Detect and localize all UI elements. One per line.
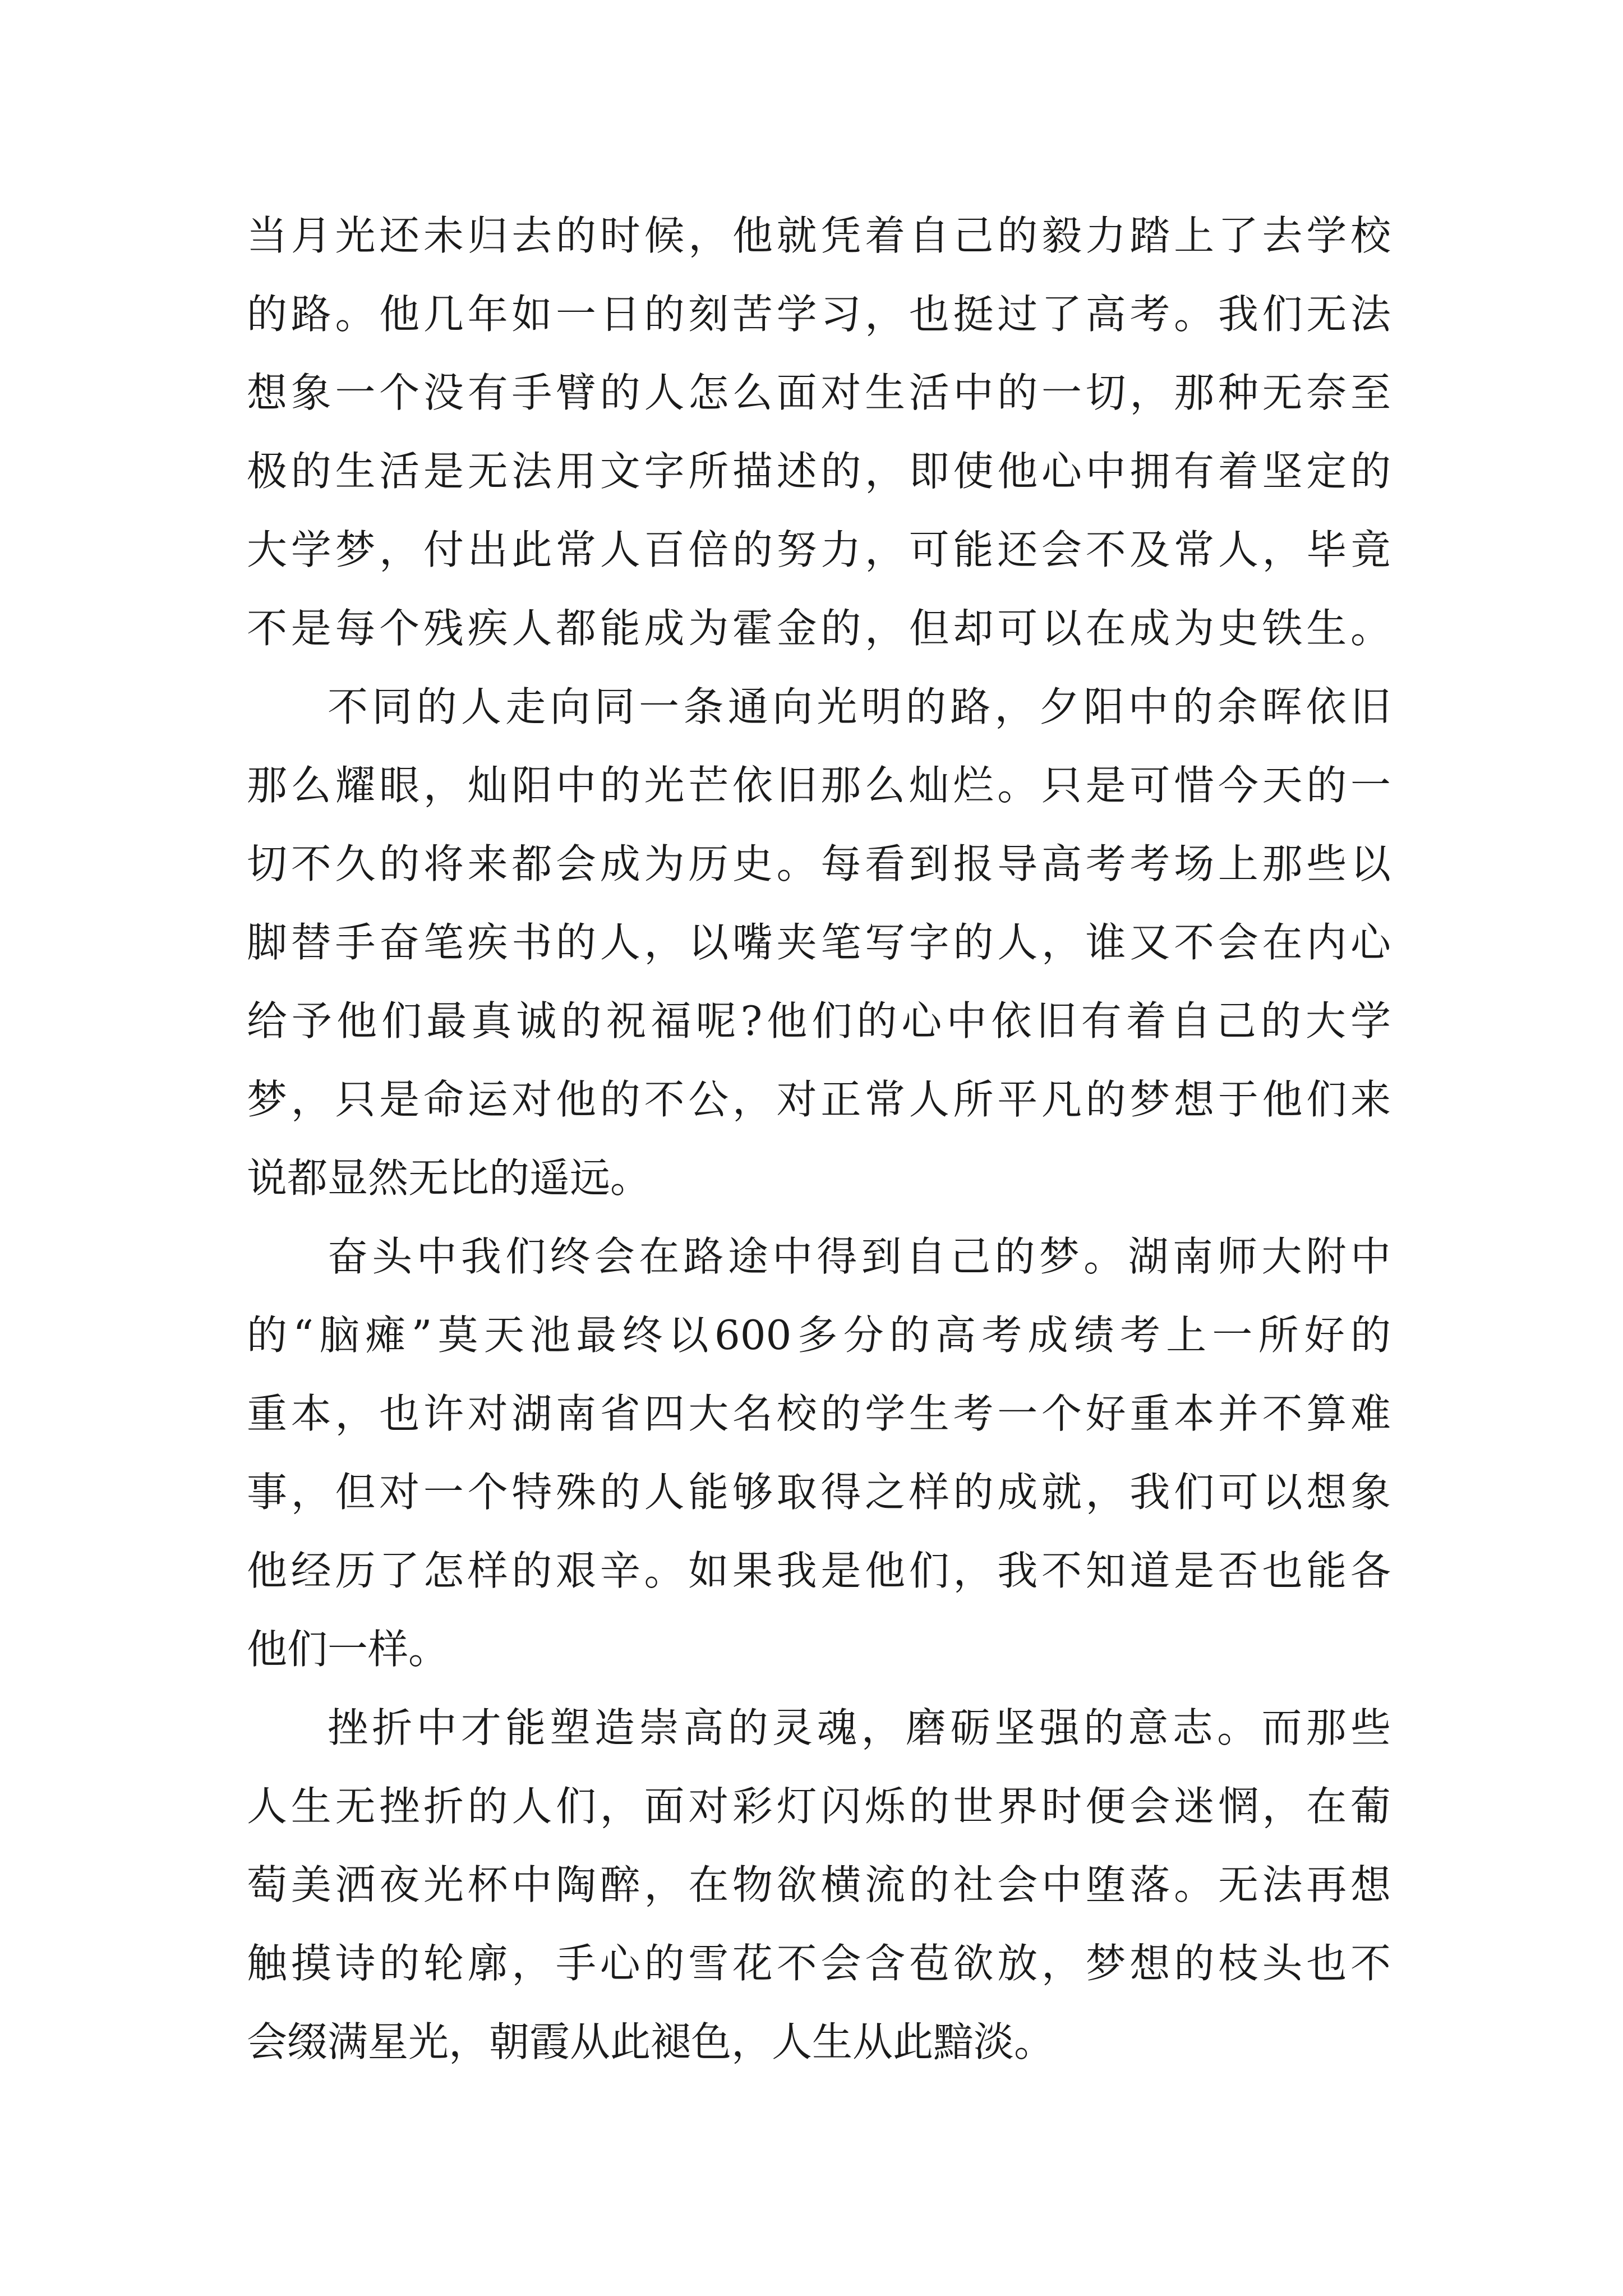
paragraph-last-line: 会缀满星光，朝霞从此褪色，人生从此黯淡。 <box>247 2018 1055 2065</box>
paragraph-last-line: 说都显然无比的遥远。 <box>247 1154 651 1202</box>
text-line: 触摸诗的轮廓，手心的雪花不会含苞欲放，梦想的枝头也不 <box>247 1940 1391 1987</box>
text-line: 人生无挫折的人们，面对彩灯闪烁的世界时便会迷惘，在葡 <box>247 1783 1391 1830</box>
text-line: 不是每个残疾人都能成为霍金的，但却可以在成为史铁生。 <box>247 605 1391 652</box>
text-line: 当月光还未归去的时候，他就凭着自己的毅力踏上了去学校 <box>247 212 1391 259</box>
body-text <box>247 196 1391 2081</box>
text-line: 萄美洒夜光杯中陶醉，在物欲横流的社会中堕落。无法再想 <box>247 1861 1391 1908</box>
text-line: 想象一个没有手臂的人怎么面对生活中的一切，那种无奈至 <box>247 369 1391 416</box>
text-line: 切不久的将来都会成为历史。每看到报导高考考场上那些以 <box>247 840 1391 887</box>
paragraph-first-line: 不同的人走向同一条通向光明的路，夕阳中的余晖依旧 <box>328 683 1391 730</box>
paragraph-last-line: 他们一样。 <box>247 1626 449 1673</box>
text-line: 那么耀眼，灿阳中的光芒依旧那么灿烂。只是可惜今天的一 <box>247 762 1391 809</box>
text-line: 极的生活是无法用文字所描述的，即使他心中拥有着坚定的 <box>247 448 1391 495</box>
text-line: 的路。他几年如一日的刻苦学习，也挺过了高考。我们无法 <box>247 291 1391 338</box>
text-line: 事，但对一个特殊的人能够取得之样的成就，我们可以想象 <box>247 1469 1391 1516</box>
text-line: 他经历了怎样的艰辛。如果我是他们，我不知道是否也能各 <box>247 1547 1391 1594</box>
text-line: 给予他们最真诚的祝福呢?他们的心中依旧有着自己的大学 <box>247 997 1391 1045</box>
text-line: 梦，只是命运对他的不公，对正常人所平凡的梦想于他们来 <box>247 1076 1391 1123</box>
text-line: 大学梦，付出此常人百倍的努力，可能还会不及常人，毕竟 <box>247 526 1391 573</box>
text-line: 的“脑瘫”莫天池最终以600多分的高考成绩考上一所好的 <box>247 1312 1391 1359</box>
paragraph-first-line: 挫折中才能塑造崇高的灵魂，磨砺坚强的意志。而那些 <box>328 1704 1391 1751</box>
text-line: 重本，也许对湖南省四大名校的学生考一个好重本并不算难 <box>247 1390 1391 1437</box>
text-line: 脚替手奋笔疾书的人，以嘴夹笔写字的人，谁又不会在内心 <box>247 919 1391 966</box>
paragraph-first-line: 奋头中我们终会在路途中得到自己的梦。湖南师大附中 <box>328 1233 1391 1280</box>
